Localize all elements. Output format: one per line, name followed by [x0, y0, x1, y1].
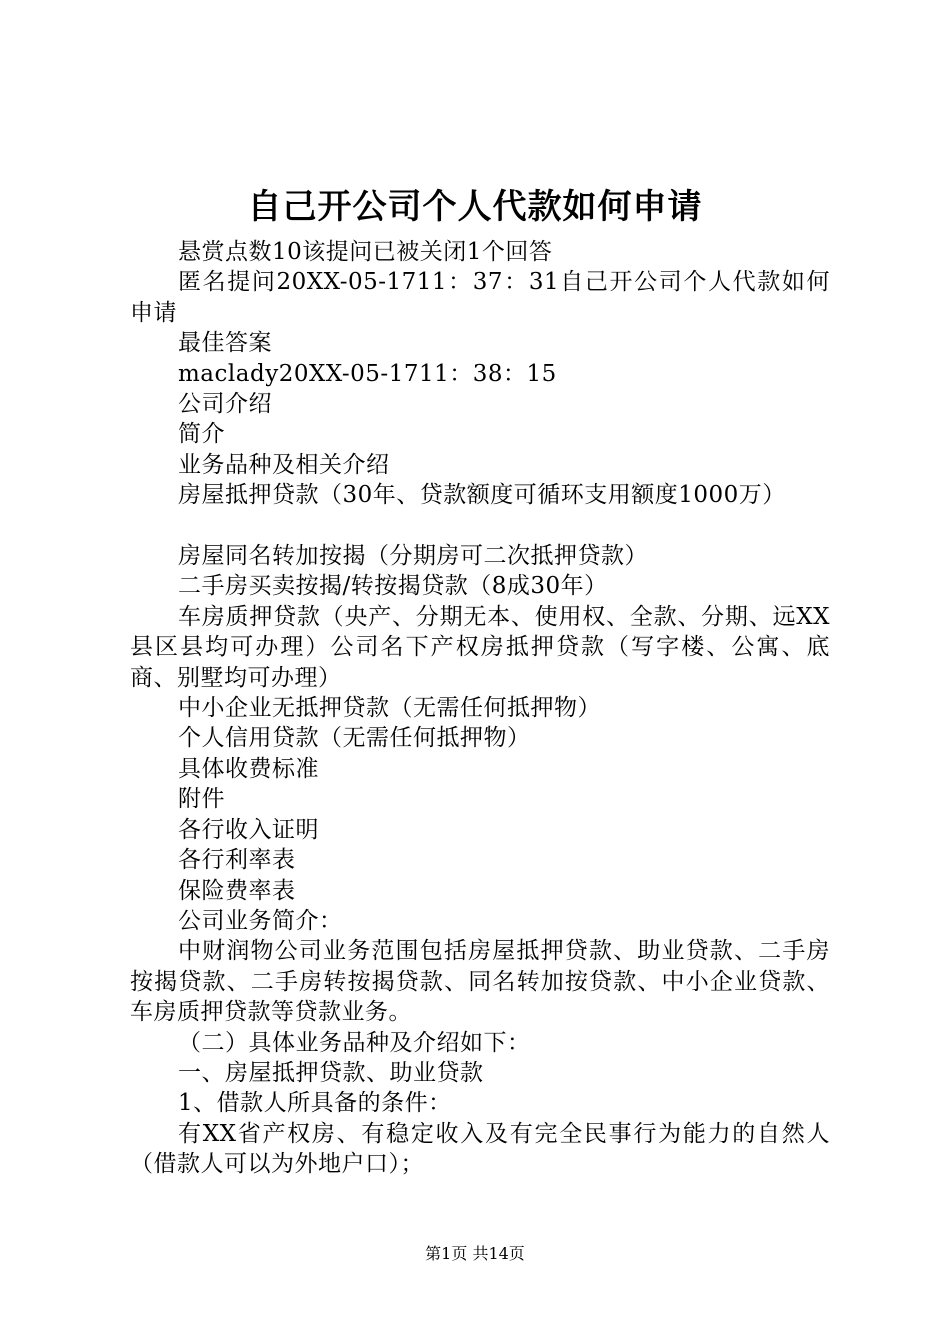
document-body — [130, 237, 830, 1180]
paragraph: 有XX省产权房、有稳定收入及有完全民事行为能力的自然人（借款人可以为外地户口）； — [130, 1120, 830, 1178]
paragraph: 各行利率表 — [178, 847, 296, 874]
blank-line — [130, 511, 830, 541]
paragraph: 车房质押贷款（央产、分期无本、使用权、全款、分期、远XX县区县均可办理）公司名下产权房抵押贷款（写字楼、公寓、底商、别墅均可办理） — [130, 603, 830, 691]
paragraph: maclady20XX-05-1711：38：15 — [178, 360, 557, 387]
paragraph: 个人信用贷款（无需任何抵押物） — [178, 725, 531, 752]
document-title: 自己开公司个人代款如何申请 — [247, 187, 703, 227]
paragraph: 中财润物公司业务范围包括房屋抵押贷款、助业贷款、二手房按揭贷款、二手房转按揭贷款、同名转加按贷款、中小企业贷款、车房质押贷款等贷款业务。 — [130, 938, 830, 1026]
paragraph: 中小企业无抵押贷款（无需任何抵押物） — [178, 695, 601, 722]
paragraph: 一、房屋抵押贷款、助业贷款 — [178, 1059, 484, 1086]
paragraph: 业务品种及相关介绍 — [178, 451, 390, 478]
paragraph: 悬赏点数10该提问已被关闭1个回答 — [178, 239, 553, 265]
paragraph: （二）具体业务品种及介绍如下： — [178, 1029, 531, 1056]
page-footer: 第1页 共14页 — [425, 1244, 525, 1263]
paragraph: 公司业务简介： — [178, 907, 343, 934]
paragraph: 房屋抵押贷款（30年、贷款额度可循环支用额度1000万） — [178, 482, 786, 509]
paragraph: 简介 — [178, 421, 225, 448]
paragraph: 各行收入证明 — [178, 816, 319, 843]
paragraph: 二手房买卖按揭/转按揭贷款（8成30年） — [178, 573, 608, 600]
paragraph: 保险费率表 — [178, 877, 296, 904]
paragraph: 匿名提问20XX-05-1711：37：31自己开公司个人代款如何申请 — [130, 269, 830, 326]
paragraph: 最佳答案 — [178, 330, 272, 357]
paragraph: 房屋同名转加按揭（分期房可二次抵押贷款） — [178, 543, 648, 570]
paragraph: 附件 — [178, 786, 225, 813]
paragraph: 1、借款人所具备的条件： — [178, 1090, 452, 1117]
paragraph: 具体收费标准 — [178, 755, 319, 782]
paragraph: 公司介绍 — [178, 391, 272, 418]
